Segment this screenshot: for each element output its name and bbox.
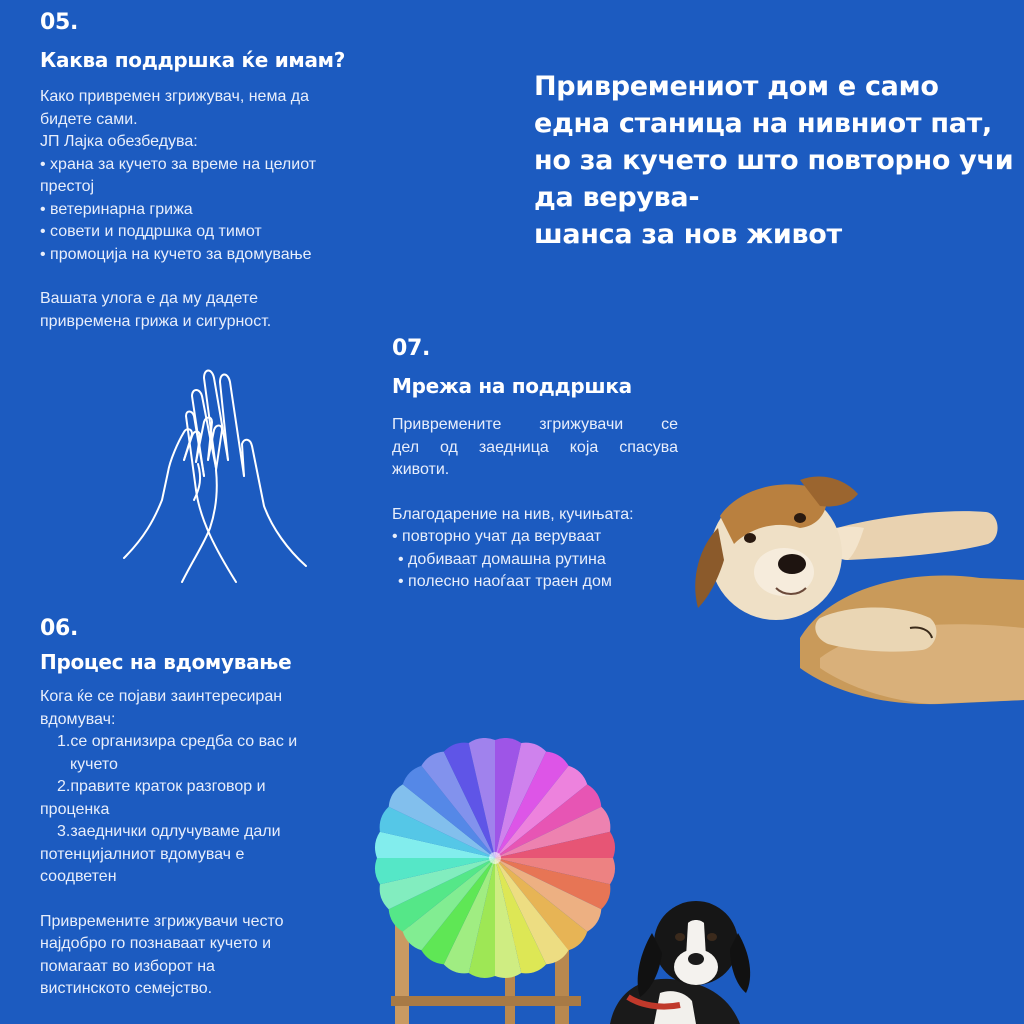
body-line: • добиваат домашна рутина (398, 550, 606, 568)
section-body (40, 86, 316, 333)
body-line: соодветен (40, 868, 117, 885)
body-line: потенцијалниот вдомувач е (40, 845, 245, 863)
high-five-hands-icon (120, 360, 310, 590)
body-line: помагаат во изборот на (40, 957, 215, 975)
body-line: најдобро го познаваат кучето и (40, 935, 272, 952)
quote-line: да верува- (534, 182, 700, 213)
spaniel-dog-illustration (600, 893, 760, 1024)
highlight-quote (534, 68, 1014, 253)
section-title: Каква поддршка ќе имам? (40, 48, 345, 72)
section-title: Процес на вдомување (40, 650, 292, 674)
body-line: Вашата улога е да му дадете (40, 290, 258, 307)
body-line: дел од заедница која спасува (392, 438, 678, 456)
quote-line: една станица на нивниот пат, (534, 108, 992, 139)
body-line: • полесно наоѓаат траен дом (398, 573, 612, 590)
section-number: 07. (392, 336, 431, 361)
body-line: животи. (392, 461, 450, 478)
body-line: Како привремен згрижувач, нема да (40, 88, 310, 105)
body-line: 1.се организира средба со вас и (57, 733, 298, 750)
body-line: 3.заеднички одлучуваме дали (57, 823, 281, 840)
section-title: Мрежа на поддршка (392, 374, 632, 398)
paragraph-gap (40, 266, 316, 288)
body-line: Благодарение на нив, кучињата: (392, 505, 634, 523)
paragraph-gap (40, 889, 297, 911)
justified-paragraph (392, 414, 678, 482)
section-number: 05. (40, 10, 79, 35)
quote-line: но за кучето што повторно учи (534, 145, 1014, 176)
body-line: • промоција на кучето за вдомување (40, 245, 312, 263)
body-line: • совети и поддршка од тимот (40, 223, 262, 240)
body-line: проценка (40, 800, 110, 818)
section-body (40, 686, 297, 1001)
body-line: ЈП Лајка обезбедува: (40, 133, 198, 150)
body-line: Кога ќе се појави заинтересиран (40, 688, 283, 705)
body-line: привремена грижа и сигурност. (40, 312, 272, 330)
body-line: • повторно учат да веруваат (392, 528, 602, 545)
body-line: престој (40, 178, 95, 195)
body-line: • храна за кучето за време на целиот (40, 155, 317, 173)
lying-dog-illustration (680, 468, 1024, 708)
paragraph-gap (392, 482, 678, 504)
body-line: бидете сами. (40, 110, 138, 128)
quote-line: шанса за нов живот (534, 219, 842, 250)
body-line: вистинското семејство. (40, 980, 213, 997)
body-line: Привремените згрижувачи се (392, 416, 678, 433)
body-line: вдомувач: (40, 710, 116, 728)
rainbow-paper-fan-illustration (365, 738, 625, 1024)
quote-line: Привремениот дом е само (534, 71, 939, 102)
section-number: 06. (40, 616, 79, 641)
body-line: • ветеринарна грижа (40, 200, 193, 218)
section-body (392, 414, 678, 594)
body-line: Привремените згрижувачи често (40, 912, 284, 930)
body-line: 2.правите краток разговор и (57, 778, 266, 795)
body-line: кучето (70, 755, 118, 773)
